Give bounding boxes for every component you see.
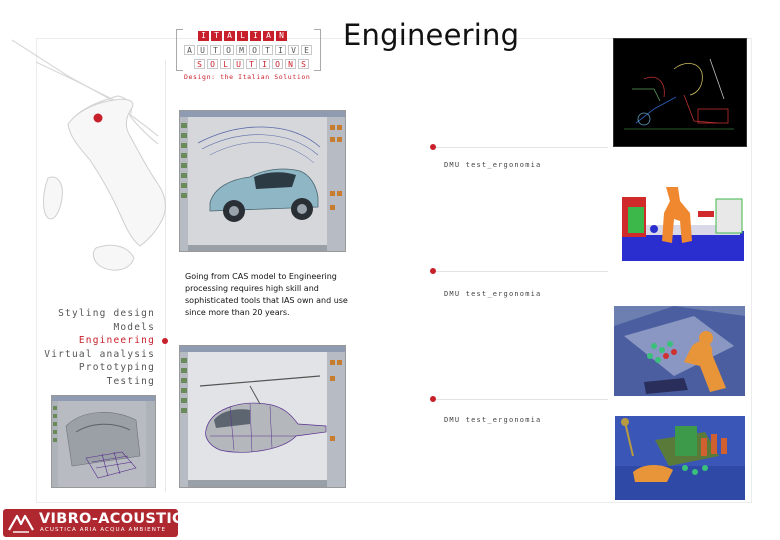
logo-row-solutions: [194, 59, 311, 69]
row-divider-3: [433, 399, 608, 400]
row-dot-3: [430, 396, 436, 402]
ergonomics-gearshift-image: [615, 416, 745, 500]
logo-letter: O: [249, 45, 260, 55]
ergonomics-cockpit-image: [614, 306, 745, 396]
logo-letter: I: [198, 31, 209, 41]
logo-letter: T: [246, 59, 257, 69]
logo-letter: O: [272, 59, 283, 69]
logo-letter: N: [276, 31, 287, 41]
logo-letter: S: [194, 59, 205, 69]
logo-letter: A: [224, 31, 235, 41]
page-title: Engineering: [343, 18, 520, 52]
row-divider-2: [433, 271, 608, 272]
logo-letter: L: [220, 59, 231, 69]
cad-helicopter-screenshot: [179, 345, 346, 488]
va-emblem-icon: [7, 512, 35, 534]
caption-3: DMU test_ergonomia: [444, 416, 542, 424]
vibro-acoustic-logo: [3, 509, 183, 537]
menu-item-models[interactable]: Models: [113, 321, 155, 333]
footer-tagline: ACUSTICA ARIA ACQUA AMBIENTE: [40, 527, 167, 533]
logo-letter: A: [263, 31, 274, 41]
logo-letter: S: [298, 59, 309, 69]
row-dot-2: [430, 268, 436, 274]
logo-letter: M: [236, 45, 247, 55]
menu-item-engineering[interactable]: Engineering: [78, 335, 155, 346]
menu-item-virtual-analysis[interactable]: Virtual analysis: [44, 348, 155, 360]
logo-letter: I: [275, 45, 286, 55]
logo-letter: A: [184, 45, 195, 55]
row-dot-1: [430, 144, 436, 150]
footer-brand: VIBRO-ACOUSTIC: [39, 511, 183, 527]
logo-letter: I: [250, 31, 261, 41]
menu-active-dot: [162, 338, 168, 344]
logo-letter: T: [211, 31, 222, 41]
ergonomics-wireframe-image: [613, 38, 747, 147]
logo-letter: I: [259, 59, 270, 69]
section-menu: [44, 307, 155, 388]
menu-item-testing[interactable]: Testing: [106, 375, 155, 387]
logo-row-automotive: [184, 45, 314, 55]
menu-item-styling-design[interactable]: Styling design: [58, 308, 155, 319]
location-dot: [94, 114, 103, 123]
logo-letter: E: [301, 45, 312, 55]
italy-map: [8, 36, 170, 296]
logo-letter: O: [223, 45, 234, 55]
menu-item-prototyping[interactable]: Prototyping: [78, 362, 155, 373]
logo-letter: T: [210, 45, 221, 55]
caption-2: DMU test_ergonomia: [444, 290, 542, 298]
ergonomics-mannequin-image: [620, 185, 746, 269]
caption-1: DMU test_ergonomia: [444, 161, 542, 169]
logo-letter: U: [233, 59, 244, 69]
logo-letter: V: [288, 45, 299, 55]
cad-car-screenshot: [179, 110, 346, 252]
ias-logo: [176, 29, 320, 87]
logo-letter: U: [197, 45, 208, 55]
logo-letter: L: [237, 31, 248, 41]
logo-row-italian: [198, 31, 289, 41]
logo-letter: T: [262, 45, 273, 55]
cad-interior-screenshot: [51, 395, 156, 488]
logo-letter: O: [207, 59, 218, 69]
logo-letter: N: [285, 59, 296, 69]
row-divider-1: [433, 147, 608, 148]
logo-tagline: Design: the Italian Solution: [184, 73, 311, 81]
description-text: Going from CAS model to Engineering processing requires high skill and sophisticated tools that IAS own and use since more than 20 years.: [185, 272, 348, 317]
